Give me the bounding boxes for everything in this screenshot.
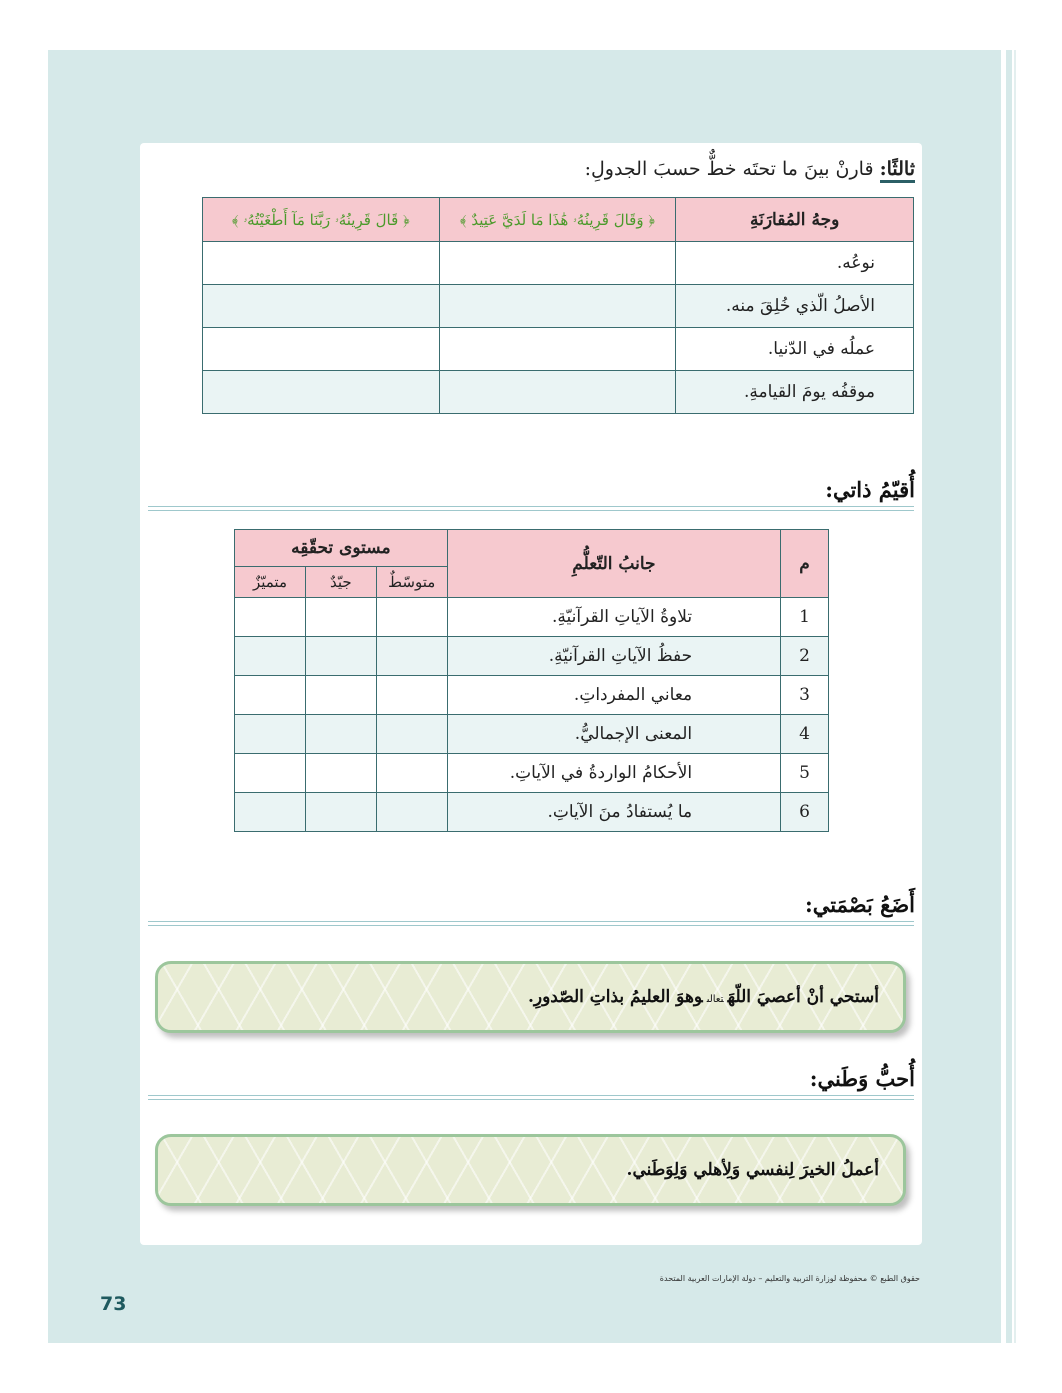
rating-cell[interactable] (235, 598, 306, 637)
section-divider (148, 506, 914, 511)
row-aspect: ما يُستفادُ منَ الآياتِ. (447, 793, 780, 832)
answer-cell[interactable] (203, 328, 440, 371)
table-row (203, 371, 914, 414)
imprint-small: تعالى (706, 994, 724, 1005)
row-aspect: تلاوةُ الآياتِ القرآنيّةِ. (447, 598, 780, 637)
answer-cell[interactable] (203, 285, 440, 328)
imprint-banner (155, 961, 906, 1033)
answer-cell[interactable] (439, 371, 676, 414)
comparison-aspect: نوعُه. (676, 242, 914, 285)
homeland-title: أُحبُّ وَطَني: (809, 1066, 915, 1091)
rating-cell[interactable] (376, 637, 447, 676)
rating-cell[interactable] (305, 637, 376, 676)
answer-cell[interactable] (203, 242, 440, 285)
comparison-aspect: الأصلُ الّذي خُلِقَ منه. (676, 285, 914, 328)
page-number: 73 (100, 1293, 127, 1315)
rating-cell[interactable] (235, 637, 306, 676)
level-excellent: متميّزٌ (235, 567, 306, 598)
section-divider (148, 921, 914, 926)
answer-cell[interactable] (203, 371, 440, 414)
rating-cell[interactable] (235, 754, 306, 793)
rating-cell[interactable] (376, 676, 447, 715)
comparison-aspect: عملُه في الدّنيا. (676, 328, 914, 371)
row-number: 6 (781, 793, 829, 832)
table-row (235, 754, 829, 793)
row-number: 5 (781, 754, 829, 793)
table-row (203, 328, 914, 371)
homeland-banner (155, 1134, 906, 1206)
page-edge (1006, 50, 1012, 1343)
rating-cell[interactable] (235, 715, 306, 754)
imprint-title: أَضَعُ بَصْمَتي: (805, 892, 915, 917)
answer-cell[interactable] (439, 285, 676, 328)
question-label: ثالثًا: (880, 158, 915, 183)
rating-cell[interactable] (305, 676, 376, 715)
rating-cell[interactable] (305, 793, 376, 832)
table-row (235, 637, 829, 676)
section-divider (148, 1095, 914, 1100)
comparison-header-verse1: ﴿ وَقَالَ قَرِينُهُۥ هَٰذَا مَا لَدَيَّ عَتِيدٌ ﴾ (439, 198, 676, 242)
imprint-text-b: وهوَ العليمُ بذاتِ الصّدورِ. (527, 987, 703, 1007)
question-title (560, 158, 915, 180)
page-edge-thin (1014, 50, 1016, 1343)
level-average: متوسّطٌ (376, 567, 447, 598)
table-row (203, 285, 914, 328)
col-num-header: م (781, 530, 829, 598)
comparison-aspect: موقفُه يومَ القيامةِ. (676, 371, 914, 414)
answer-cell[interactable] (439, 242, 676, 285)
table-row (235, 676, 829, 715)
row-number: 1 (781, 598, 829, 637)
comparison-table (202, 197, 914, 414)
row-aspect: حفظُ الآياتِ القرآنيّةِ. (447, 637, 780, 676)
row-aspect: المعنى الإجماليُّ. (447, 715, 780, 754)
row-aspect: معاني المفرداتِ. (447, 676, 780, 715)
rating-cell[interactable] (376, 793, 447, 832)
table-row (235, 715, 829, 754)
table-row (235, 598, 829, 637)
copyright-note: حقوق الطبع © محفوظة لوزارة التربية والتعليم – دولة الإمارات العربية المتحدة (659, 1274, 920, 1283)
row-number: 4 (781, 715, 829, 754)
row-number: 2 (781, 637, 829, 676)
rating-cell[interactable] (235, 676, 306, 715)
col-level-header: مستوى تحقّقِه (235, 530, 448, 567)
homeland-text: أعملُ الخيرَ لِنفسي وَلِأهلي وَلِوَطَني. (626, 1160, 879, 1180)
imprint-text-a: أستحي أنْ أعصيَ اللّهَ (727, 987, 879, 1007)
comparison-header-aspect: وجهُ المُقارَنَةِ (676, 198, 914, 242)
row-aspect: الأحكامُ الواردةُ في الآياتِ. (447, 754, 780, 793)
rating-cell[interactable] (305, 598, 376, 637)
answer-cell[interactable] (439, 328, 676, 371)
rating-cell[interactable] (376, 754, 447, 793)
rating-cell[interactable] (305, 754, 376, 793)
rating-cell[interactable] (305, 715, 376, 754)
rating-cell[interactable] (376, 715, 447, 754)
table-row (203, 242, 914, 285)
table-row (235, 793, 829, 832)
self-eval-table (234, 529, 829, 832)
self-eval-title: أُقيّمُ ذاتي: (825, 477, 915, 502)
question-text: قارنْ بينَ ما تحتَه خطٌّ حسبَ الجدولِ: (584, 158, 880, 180)
comparison-header-verse2: ﴿ قَالَ قَرِينُهُۥ رَبَّنَا مَآ أَطْغَيْتُهُۥ ﴾ (203, 198, 440, 242)
col-aspect-header: جانبُ التّعلُّمِ (447, 530, 780, 598)
rating-cell[interactable] (235, 793, 306, 832)
row-number: 3 (781, 676, 829, 715)
rating-cell[interactable] (376, 598, 447, 637)
level-good: جيّدٌ (305, 567, 376, 598)
